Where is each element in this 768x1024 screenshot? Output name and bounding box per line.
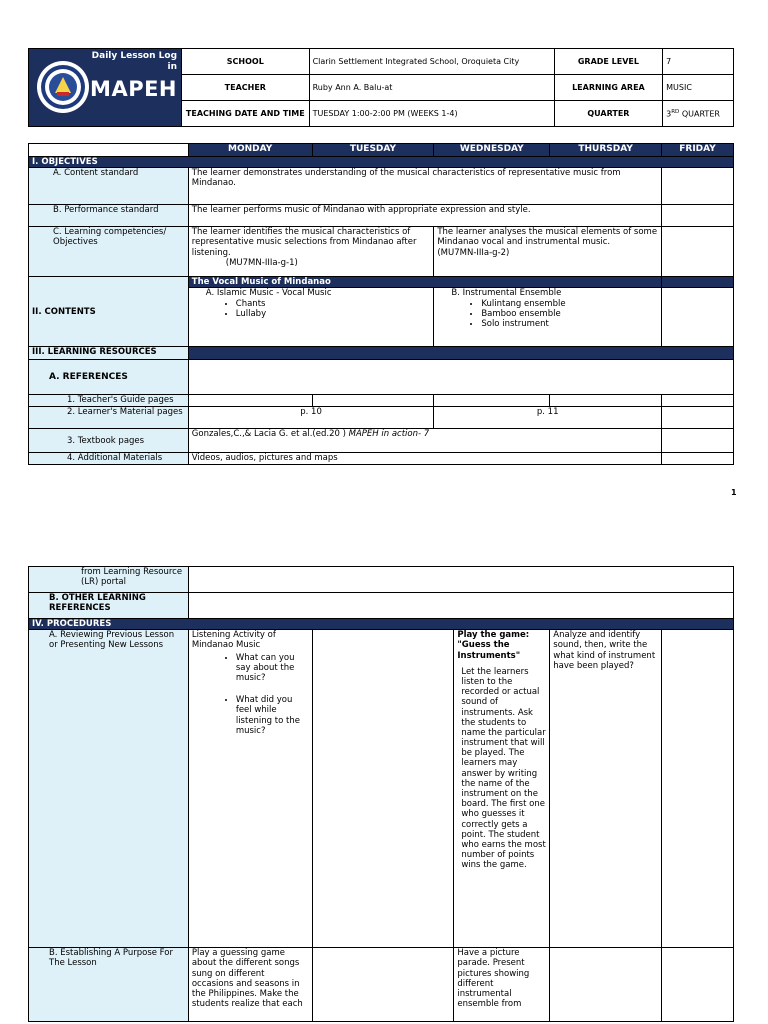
- procedures-heading: IV. PROCEDURES: [29, 619, 734, 630]
- contents-right-item: • Bamboo ensemble: [481, 309, 658, 319]
- header-logo-cell: [29, 49, 182, 127]
- contents-left-item: • Lullaby: [236, 309, 431, 319]
- grade-label: GRADE LEVEL: [554, 49, 662, 75]
- purpose-wednesday: Have a picture parade. Present pictures showing different instrumental ensemble from: [454, 948, 550, 1022]
- content-standard-text: The learner demonstrates understanding of the musical characteristics of representative music from Mindanao.: [188, 168, 661, 205]
- reviewing-monday: Listening Activity of Mindanao Music • What can you say about the music? • What did you feel while listening to the music?: [188, 630, 312, 948]
- competencies-right: The learner analyses the musical elements of some Mindanao vocal and instrumental music. (MU7MN-IIIa-g-2): [434, 227, 662, 277]
- learners-material-right: p. 11: [434, 407, 662, 429]
- school-label: SCHOOL: [182, 49, 310, 75]
- teacher-label: TEACHER: [182, 75, 310, 101]
- resources-heading: III. LEARNING RESOURCES: [29, 347, 189, 360]
- additional-materials-label: 4. Additional Materials: [29, 453, 189, 464]
- teachers-guide-label: 1. Teacher's Guide pages: [29, 395, 189, 407]
- day-header-spacer: [29, 144, 189, 157]
- other-references-label: B. OTHER LEARNING REFERENCES: [29, 593, 189, 619]
- day-monday: MONDAY: [188, 144, 312, 157]
- page-number: 1: [731, 488, 737, 497]
- contents-right-item: • Kulintang ensemble: [481, 299, 658, 309]
- deped-seal-icon: [35, 59, 91, 115]
- teacher-value: Ruby Ann A. Balu-at: [309, 75, 554, 101]
- performance-standard-label: B. Performance standard: [29, 205, 189, 227]
- performance-standard-text: The learner performs music of Mindanao with appropriate expression and style.: [188, 205, 661, 227]
- quarter-value: 3RD QUARTER: [663, 101, 734, 127]
- textbook-label: 3. Textbook pages: [29, 429, 189, 453]
- contents-right: B. Instrumental Ensemble • Kulintang ensemble • Bamboo ensemble • Solo instrument: [434, 288, 662, 347]
- reviewing-thursday: Analyze and identify sound, then, write the what kind of instrument have been played?: [550, 630, 662, 948]
- purpose-label: B. Establishing A Purpose For The Lesson: [29, 948, 189, 1022]
- day-friday: FRIDAY: [662, 144, 734, 157]
- contents-right-item: • Solo instrument: [481, 319, 658, 329]
- lesson-table-page2: [28, 566, 734, 1022]
- area-label: LEARNING AREA: [554, 75, 662, 101]
- header-title-line2: in: [167, 62, 178, 72]
- competencies-left: The learner identifies the musical characteristics of representative music selections from Mindanao after listening. (MU7MN-IIIa-g-1): [188, 227, 434, 277]
- content-standard-label: A. Content standard: [29, 168, 189, 205]
- day-wednesday: WEDNESDAY: [434, 144, 550, 157]
- lr-portal-label: from Learning Resource (LR) portal: [29, 567, 189, 593]
- day-thursday: THURSDAY: [550, 144, 662, 157]
- school-value: Clarin Settlement Integrated School, Oroquieta City: [309, 49, 554, 75]
- contents-left: A. Islamic Music - Vocal Music • Chants • Lullaby: [188, 288, 434, 347]
- contents-heading: II. CONTENTS: [29, 277, 189, 347]
- date-value: TUESDAY 1:00-2:00 PM (WEEKS 1-4): [309, 101, 554, 127]
- header-table: [28, 48, 734, 127]
- header-title-line1: Daily Lesson Log: [91, 51, 178, 61]
- reviewing-wednesday: Play the game: "Guess the Instruments" Let the learners listen to the recorded or actual sound of instruments. Ask the students to name the particular instrument that will be played. The learners may answer by writing the name of the instrument on the board. The first one who guesses it correctly gets a point. The student who earns the most number of points wins the game.: [454, 630, 550, 948]
- lesson-table-page1: [28, 143, 734, 465]
- date-label: TEACHING DATE AND TIME: [182, 101, 310, 127]
- additional-materials-text: Videos, audios, pictures and maps: [188, 453, 661, 464]
- learners-material-label: 2. Learner's Material pages: [29, 407, 189, 429]
- day-tuesday: TUESDAY: [312, 144, 434, 157]
- references-label: A. REFERENCES: [29, 360, 189, 395]
- objectives-heading: I. OBJECTIVES: [29, 157, 734, 168]
- purpose-monday: Play a guessing game about the different songs sung on different occasions and seasons in the Philippines. Make the students realize that each: [188, 948, 312, 1022]
- competencies-label: C. Learning competencies/ Objectives: [29, 227, 189, 277]
- quarter-label: QUARTER: [554, 101, 662, 127]
- header-subject: MAPEH: [90, 77, 178, 101]
- textbook-text: Gonzales,C.,& Lacia G. et al.(ed.20 ) MAPEH in action- 7: [188, 429, 661, 453]
- grade-value: 7: [663, 49, 734, 75]
- contents-left-item: • Chants: [236, 299, 431, 309]
- reviewing-label: A. Reviewing Previous Lesson or Presenting New Lessons: [29, 630, 189, 948]
- contents-subheading: The Vocal Music of Mindanao: [188, 277, 661, 288]
- area-value: MUSIC: [663, 75, 734, 101]
- learners-material-left: p. 10: [188, 407, 434, 429]
